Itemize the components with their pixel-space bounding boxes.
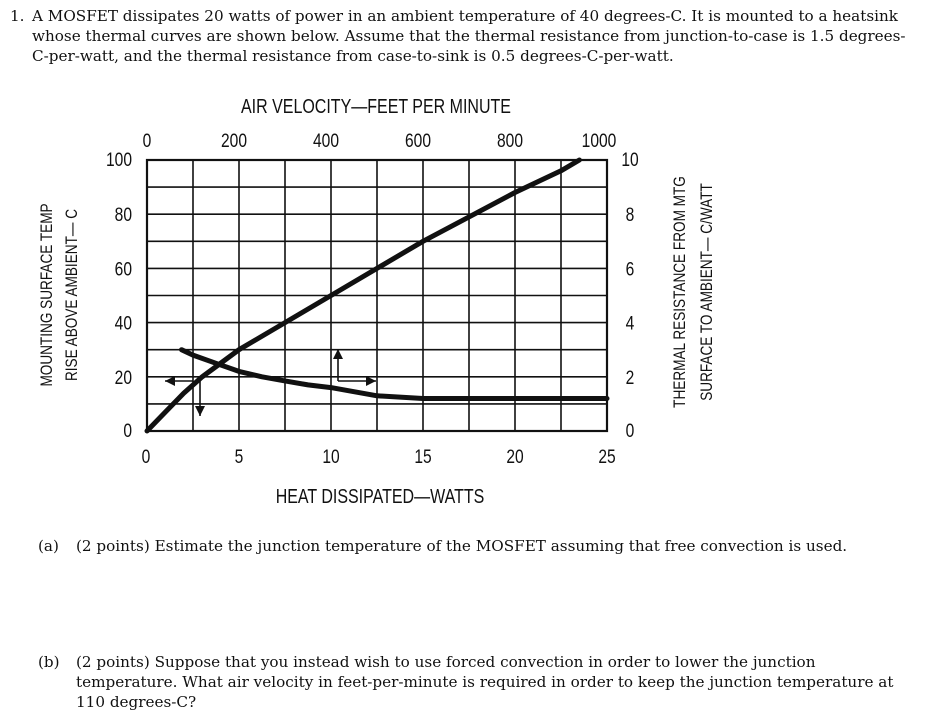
left-axis-label-line2: RISE ABOVE AMBIENT— C: [62, 208, 82, 382]
y-right-tick-label: 4: [625, 312, 635, 334]
y-left-tick-label: 60: [114, 257, 132, 280]
y-left-tick-label: 80: [114, 203, 132, 226]
y-left-tick-label: 40: [114, 312, 132, 334]
y-right-tick-label: 8: [625, 203, 635, 226]
thermal-resistance-curve: [182, 350, 608, 399]
x-bottom-tick-label: 25: [598, 445, 616, 468]
x-bottom-tick-label: 0: [141, 445, 151, 468]
problem-text: A MOSFET dissipates 20 watts of power in an ambient temperature of 40 degrees-C. It is mounted to a heatsink whose thermal curves are shown below. Assume that the thermal resistance from junction-to-case is 1.5 degrees-C-per-watt, and the thermal resistance from case-to-sink is 0.5 degrees-C-per-watt.: [32, 7, 906, 65]
y-left-tick-label: 0: [123, 419, 132, 442]
y-left-tick-label: 100: [106, 148, 132, 171]
y-right-tick-label: 2: [625, 366, 635, 389]
x-bottom-tick-label: 15: [414, 445, 432, 468]
right-axis-label-line1: THERMAL RESISTANCE FROM MTG: [670, 176, 690, 408]
chart-tick-labels: [106, 130, 639, 468]
arrow-down-head: [195, 406, 205, 416]
x-top-tick-label: 400: [313, 129, 339, 152]
x-axis-label: HEAT DISSIPATED—WATTS: [275, 485, 485, 508]
x-top-tick-label: 200: [221, 129, 247, 152]
x-bottom-tick-label: 5: [234, 445, 244, 468]
chart-title: AIR VELOCITY—FEET PER MINUTE: [241, 95, 511, 118]
x-top-tick-label: 1000: [581, 129, 617, 152]
y-right-tick-label: 10: [621, 148, 639, 171]
y-right-tick-label: 6: [625, 257, 635, 280]
x-top-tick-label: 600: [405, 129, 431, 152]
part-a-label: (a): [38, 537, 59, 555]
y-right-tick-label: 0: [625, 419, 635, 442]
x-bottom-tick-label: 10: [322, 445, 340, 468]
part-a: [38, 536, 918, 556]
part-b: [38, 652, 918, 712]
x-top-tick-label: 0: [142, 129, 152, 152]
y-left-tick-label: 20: [114, 366, 132, 389]
part-b-label: (b): [38, 653, 60, 671]
left-axis-label-line1: MOUNTING SURFACE TEMP: [37, 203, 57, 387]
part-a-text: (2 points) Estimate the junction temperature of the MOSFET assuming that free convection is used.: [76, 537, 848, 555]
problem-number: 1.: [10, 7, 25, 25]
right-axis-label-line2: SURFACE TO AMBIENT— C/WATT: [697, 183, 717, 401]
chart-grid: [147, 160, 607, 431]
x-top-tick-label: 800: [497, 129, 523, 152]
x-bottom-tick-label: 20: [506, 445, 524, 468]
part-b-text: (2 points) Suppose that you instead wish to use forced convection in order to lower the junction temperature. What air velocity in feet-per-minute is required in order to keep the junction temperature at 110 degrees-C?: [76, 653, 894, 711]
